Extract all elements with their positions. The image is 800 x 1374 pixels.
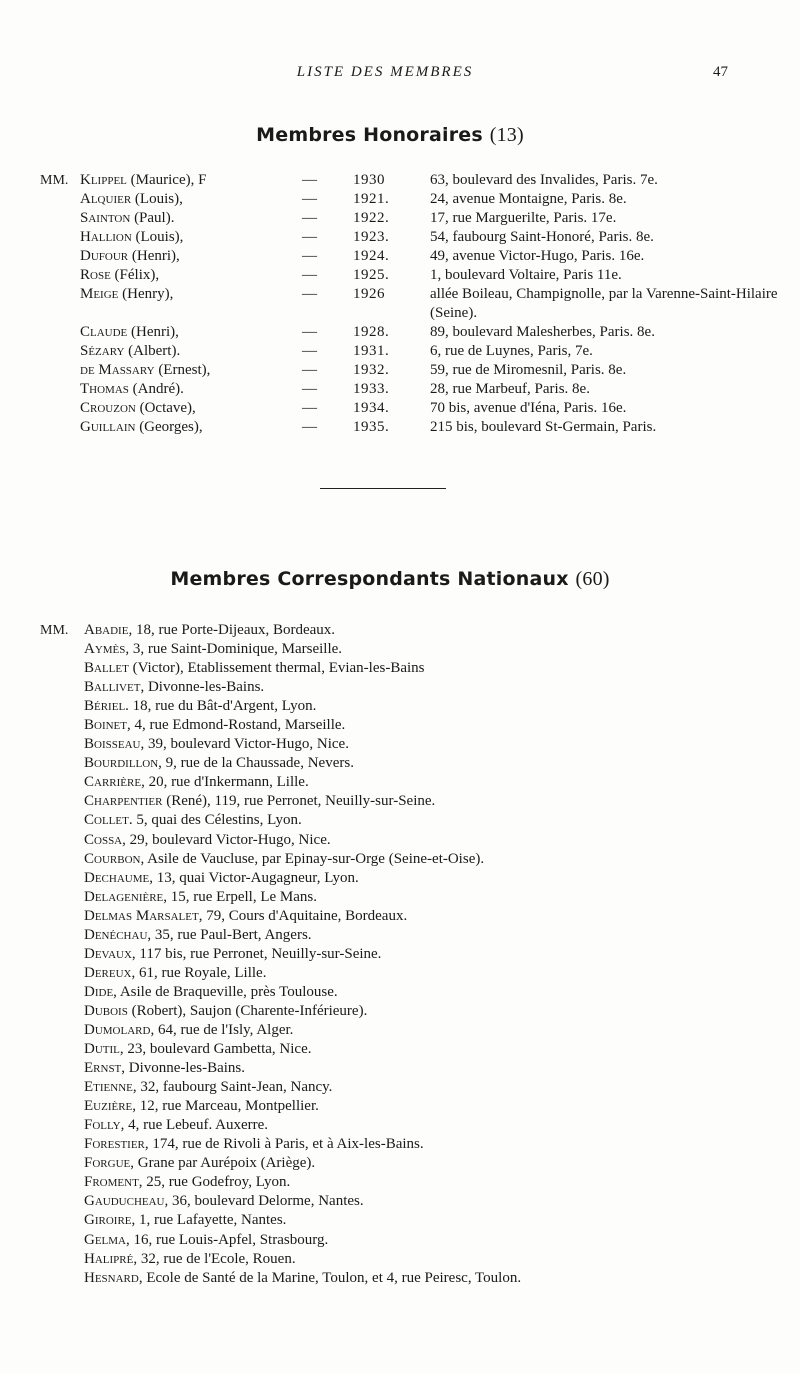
list-item: [40, 1021, 780, 1040]
member-dash: —: [302, 362, 317, 378]
list-item: [40, 888, 780, 907]
list-item: [40, 907, 780, 926]
member-name: [80, 190, 183, 209]
member-year: 1926: [353, 286, 385, 302]
member-address: , 32, rue de l'Ecole, Rouen.: [133, 1250, 296, 1267]
member-given-name: (Félix),: [114, 267, 160, 283]
honorific-prefix: MM.: [40, 173, 69, 188]
member-surname: Boisseau: [84, 736, 141, 753]
member-entry: [84, 1269, 521, 1288]
table-row: [40, 209, 780, 228]
member-address: , 25, rue Godefroy, Lyon.: [138, 1174, 291, 1191]
list-item: [40, 1250, 780, 1269]
member-address: . 18, rue du Bât-d'Argent, Lyon.: [125, 698, 317, 715]
member-given-name: (Louis),: [134, 191, 183, 207]
list-item: [40, 831, 780, 850]
member-surname: Claude: [80, 324, 128, 340]
member-address: , 1, rue Lafayette, Nantes.: [131, 1212, 287, 1229]
list-item: [40, 1002, 780, 1021]
member-entry: [84, 983, 338, 1002]
member-surname: Guillain: [80, 419, 136, 435]
member-surname: Sainton: [80, 210, 131, 226]
table-row: [40, 190, 780, 209]
member-entry: [84, 1211, 286, 1230]
member-address: , 4, rue Lebeuf. Auxerre.: [120, 1117, 269, 1134]
list-item: [40, 1059, 780, 1078]
member-given-name: (Henry),: [122, 286, 174, 302]
member-address: , Ecole de Santé de la Marine, Toulon, et 4, rue Peiresc, Toulon.: [138, 1269, 522, 1286]
member-address: , 20, rue d'Inkermann, Lille.: [141, 774, 309, 791]
list-item: [40, 773, 780, 792]
list-item: [40, 945, 780, 964]
member-entry: [84, 1002, 367, 1021]
section-count: (13): [489, 124, 524, 146]
member-address: 1, boulevard Voltaire, Paris 11e.: [430, 267, 622, 283]
member-address: , 13, quai Victor-Augagneur, Lyon.: [149, 869, 359, 886]
member-given-name: (Georges),: [139, 419, 203, 435]
member-dash: —: [302, 343, 317, 359]
member-entry: [84, 1116, 268, 1135]
list-item: [40, 1116, 780, 1135]
member-year: 1924.: [353, 248, 390, 264]
member-name: [80, 228, 183, 247]
member-surname: Alquier: [80, 191, 132, 207]
list-item: [40, 926, 780, 945]
member-surname: Charpentier: [84, 793, 163, 810]
member-surname: Dumolard: [84, 1021, 151, 1038]
list-item: [40, 1231, 780, 1250]
member-entry: [84, 926, 312, 945]
member-dash: —: [302, 248, 317, 264]
table-row: [40, 266, 780, 285]
member-surname: Gauducheau: [84, 1193, 165, 1210]
member-entry: [84, 1154, 315, 1173]
member-entry: [84, 716, 345, 735]
list-item: [40, 1154, 780, 1173]
member-dash: —: [302, 381, 317, 397]
member-name: [80, 171, 206, 190]
list-item: [40, 640, 780, 659]
member-address: , 29, boulevard Victor-Hugo, Nice.: [122, 831, 331, 848]
member-dash: —: [302, 267, 317, 283]
member-address: 89, boulevard Malesherbes, Paris. 8e.: [430, 324, 655, 340]
member-surname: Dechaume: [84, 869, 150, 886]
member-address: , 79, Cours d'Aquitaine, Bordeaux.: [198, 907, 408, 924]
member-given-name: (Maurice), F: [130, 172, 207, 188]
member-address: 49, avenue Victor-Hugo, Paris. 16e.: [430, 248, 645, 264]
member-given-name: (Octave),: [139, 400, 196, 416]
member-name: [80, 418, 203, 437]
member-surname: Bériel: [84, 698, 126, 715]
member-entry: [84, 1173, 290, 1192]
table-row: [40, 361, 780, 380]
member-surname: Boinet: [84, 717, 127, 734]
member-entry: [84, 678, 264, 697]
member-entry: [84, 773, 309, 792]
member-dash: —: [302, 172, 317, 188]
member-surname: Klippel: [80, 172, 127, 188]
member-given-name: (Paul).: [134, 210, 175, 226]
member-surname: Hesnard: [84, 1269, 139, 1286]
member-year: 1935.: [353, 419, 390, 435]
member-address: , Grane par Aurépoix (Ariège).: [130, 1155, 316, 1172]
member-entry: [84, 869, 359, 888]
member-address: , 174, rue de Rivoli à Paris, et à Aix-les-Bains.: [144, 1136, 424, 1153]
member-entry: [84, 1021, 293, 1040]
member-address: , 9, rue de la Chaussade, Nevers.: [158, 755, 354, 772]
member-address: , 35, rue Paul-Bert, Angers.: [147, 926, 312, 943]
member-surname: Bourdillon: [84, 755, 159, 772]
member-surname: Collet: [84, 812, 129, 829]
member-dash: —: [302, 191, 317, 207]
member-name: [80, 323, 179, 342]
section-divider: [320, 488, 446, 489]
member-surname: Crouzon: [80, 400, 136, 416]
member-surname: Hallion: [80, 229, 132, 245]
member-address: 28, rue Marbeuf, Paris. 8e.: [430, 381, 590, 397]
member-address: (Robert), Saujon (Charente-Inférieure).: [127, 1002, 368, 1019]
table-row: [40, 171, 780, 190]
member-address: , 32, faubourg Saint-Jean, Nancy.: [132, 1079, 333, 1096]
member-dash: —: [302, 286, 317, 302]
member-address: , 15, rue Erpell, Le Mans.: [163, 888, 317, 905]
table-row: [40, 399, 780, 418]
member-given-name: (Louis),: [135, 229, 184, 245]
section-title-text: Membres Correspondants Nationaux: [170, 568, 569, 590]
member-address: , 64, rue de l'Isly, Alger.: [150, 1021, 294, 1038]
member-surname: Euzière: [84, 1098, 133, 1115]
member-address: 54, faubourg Saint-Honoré, Paris. 8e.: [430, 229, 654, 245]
member-surname: Denéchau: [84, 926, 148, 943]
member-entry: [84, 1135, 424, 1154]
member-name: [80, 247, 180, 266]
list-item: [40, 697, 780, 716]
member-address: 63, boulevard des Invalides, Paris. 7e.: [430, 172, 658, 188]
member-address: , Asile de Vaucluse, par Epinay-sur-Orge (Seine-et-Oise).: [140, 850, 485, 867]
member-dash: —: [302, 419, 317, 435]
list-item: [40, 1097, 780, 1116]
list-item: [40, 1078, 780, 1097]
member-surname: Ballet: [84, 660, 129, 677]
honorary-members-table: [40, 171, 780, 437]
member-surname: Forgue: [84, 1155, 131, 1172]
member-name: [80, 342, 180, 361]
member-given-name: (André).: [132, 381, 184, 397]
member-dash: —: [302, 210, 317, 226]
running-title: LISTE DES MEMBRES: [296, 64, 474, 80]
member-given-name: (Albert).: [128, 343, 181, 359]
member-address: , Asile de Braqueville, près Toulouse.: [113, 983, 338, 1000]
honorific-prefix: MM.: [40, 623, 69, 638]
member-address: , 12, rue Marceau, Montpellier.: [132, 1098, 319, 1115]
member-surname: Dufour: [80, 248, 129, 264]
member-entry: [84, 1231, 328, 1250]
member-surname: Carrière: [84, 774, 142, 791]
table-row: [40, 247, 780, 266]
member-entry: [84, 1192, 364, 1211]
member-entry: [84, 945, 381, 964]
member-surname: Courbon: [84, 850, 141, 867]
member-surname: Cossa: [84, 831, 123, 848]
member-address: , 3, rue Saint-Dominique, Marseille.: [125, 641, 343, 658]
member-surname: Aymès: [84, 641, 126, 658]
list-item: [40, 678, 780, 697]
member-surname: Froment: [84, 1174, 139, 1191]
member-address: , 39, boulevard Victor-Hugo, Nice.: [140, 736, 349, 753]
member-surname: Abadie: [84, 622, 129, 638]
member-name: [80, 285, 173, 304]
section-title-nationaux: [0, 568, 780, 591]
list-item: [40, 1192, 780, 1211]
section-title-text: Membres Honoraires: [256, 124, 483, 146]
member-entry: [84, 792, 435, 811]
member-address: 59, rue de Miromesnil, Paris. 8e.: [430, 362, 627, 378]
member-entry: [84, 850, 484, 869]
member-entry: [84, 735, 349, 754]
member-surname: Dereux: [84, 964, 132, 981]
member-surname: Dide: [84, 983, 114, 1000]
member-surname: Delmas Marsalet: [84, 907, 199, 924]
member-address: , 4, rue Edmond-Rostand, Marseille.: [127, 717, 346, 734]
member-surname: Delagenière: [84, 888, 164, 905]
list-item: [40, 964, 780, 983]
member-address: , 18, rue Porte-Dijeaux, Bordeaux.: [128, 622, 336, 638]
member-surname: Forestier: [84, 1136, 145, 1153]
member-dash: —: [302, 400, 317, 416]
member-address: 70 bis, avenue d'Iéna, Paris. 16e.: [430, 400, 627, 416]
list-item: [40, 850, 780, 869]
member-surname: de Massary: [80, 362, 155, 378]
member-entry: [84, 640, 342, 659]
member-address: , 23, boulevard Gambetta, Nice.: [119, 1041, 312, 1058]
member-entry: [84, 1250, 296, 1269]
member-entry: [84, 1040, 312, 1059]
table-row: [40, 228, 780, 247]
member-year: 1922.: [353, 210, 390, 226]
list-item: [40, 754, 780, 773]
member-surname: Sézary: [80, 343, 125, 359]
list-item: [40, 792, 780, 811]
section-title-honoraires: [0, 124, 780, 147]
member-address: (René), 119, rue Perronet, Neuilly-sur-Seine.: [162, 793, 436, 810]
member-given-name: (Henri),: [131, 324, 179, 340]
member-surname: Giroire: [84, 1212, 132, 1229]
list-item: [40, 1173, 780, 1192]
member-address: 17, rue Marguerilte, Paris. 17e.: [430, 210, 617, 226]
national-members-list: [40, 621, 780, 1288]
table-row: [40, 342, 780, 361]
member-entry: [84, 697, 316, 716]
list-item: [40, 983, 780, 1002]
member-address: 215 bis, boulevard St-Germain, Paris.: [430, 419, 657, 435]
table-row: [40, 285, 780, 323]
member-address: 6, rue de Luynes, Paris, 7e.: [430, 343, 593, 359]
member-entry: [84, 907, 407, 926]
member-name: [80, 399, 196, 418]
table-row: [40, 418, 780, 437]
member-entry: [84, 1059, 245, 1078]
member-address: , Divonne-les-Bains.: [140, 679, 265, 696]
member-year: 1925.: [353, 267, 390, 283]
member-entry: [84, 811, 302, 830]
member-name: [80, 266, 159, 285]
member-year: 1923.: [353, 229, 390, 245]
member-surname: Gelma: [84, 1231, 126, 1248]
member-entry: [84, 659, 425, 678]
list-item: [40, 1211, 780, 1230]
list-item: [40, 659, 780, 678]
member-address: . 5, quai des Célestins, Lyon.: [128, 812, 302, 829]
member-year: 1921.: [353, 191, 390, 207]
list-item: [40, 811, 780, 830]
member-address: , 36, boulevard Delorme, Nantes.: [164, 1193, 364, 1210]
member-year: 1933.: [353, 381, 390, 397]
list-item: [40, 716, 780, 735]
section-count: (60): [575, 568, 610, 590]
member-year: 1930: [353, 172, 385, 188]
list-item: [40, 1269, 780, 1288]
list-item: [40, 1040, 780, 1059]
member-address: , 16, rue Louis-Apfel, Strasbourg.: [126, 1231, 329, 1248]
member-surname: Ernst: [84, 1060, 122, 1077]
member-address: , 117 bis, rue Perronet, Neuilly-sur-Seine.: [131, 945, 382, 962]
member-address: (Victor), Etablissement thermal, Evian-les-Bains: [128, 660, 425, 677]
member-entry: [84, 754, 354, 773]
member-surname: Devaux: [84, 945, 132, 962]
table-row: [40, 323, 780, 342]
member-address: , Divonne-les-Bains.: [121, 1060, 246, 1077]
page-number: 47: [713, 64, 728, 80]
member-surname: Etienne: [84, 1079, 133, 1096]
member-surname: Dubois: [84, 1002, 128, 1019]
table-row: [40, 380, 780, 399]
member-surname: Meige: [80, 286, 119, 302]
member-dash: —: [302, 324, 317, 340]
member-given-name: (Ernest),: [158, 362, 211, 378]
member-year: 1928.: [353, 324, 390, 340]
member-entry: [84, 1097, 319, 1116]
member-surname: Halipré: [84, 1250, 134, 1267]
member-entry: [84, 621, 335, 640]
member-surname: Rose: [80, 267, 111, 283]
member-year: 1931.: [353, 343, 390, 359]
member-name: [80, 361, 210, 380]
member-address: 24, avenue Montaigne, Paris. 8e.: [430, 191, 627, 207]
member-name: [80, 380, 184, 399]
member-entry: [84, 1078, 332, 1097]
member-entry: [84, 964, 266, 983]
member-surname: Folly: [84, 1117, 121, 1134]
member-entry: [84, 888, 317, 907]
member-surname: Thomas: [80, 381, 129, 397]
member-surname: Dutil: [84, 1041, 120, 1058]
member-address: , 61, rue Royale, Lille.: [131, 964, 267, 981]
member-surname: Ballivet: [84, 679, 141, 696]
member-given-name: (Henri),: [131, 248, 180, 264]
member-dash: —: [302, 229, 317, 245]
member-name: [80, 209, 174, 228]
list-item: [40, 1135, 780, 1154]
member-address: allée Boileau, Champignolle, par la Varenne-Saint-Hilaire (Seine).: [430, 286, 778, 321]
member-year: 1932.: [353, 362, 390, 378]
page-header: [0, 64, 800, 84]
list-item: [40, 735, 780, 754]
member-year: 1934.: [353, 400, 390, 416]
list-item: [40, 621, 780, 640]
member-entry: [84, 831, 331, 850]
list-item: [40, 869, 780, 888]
